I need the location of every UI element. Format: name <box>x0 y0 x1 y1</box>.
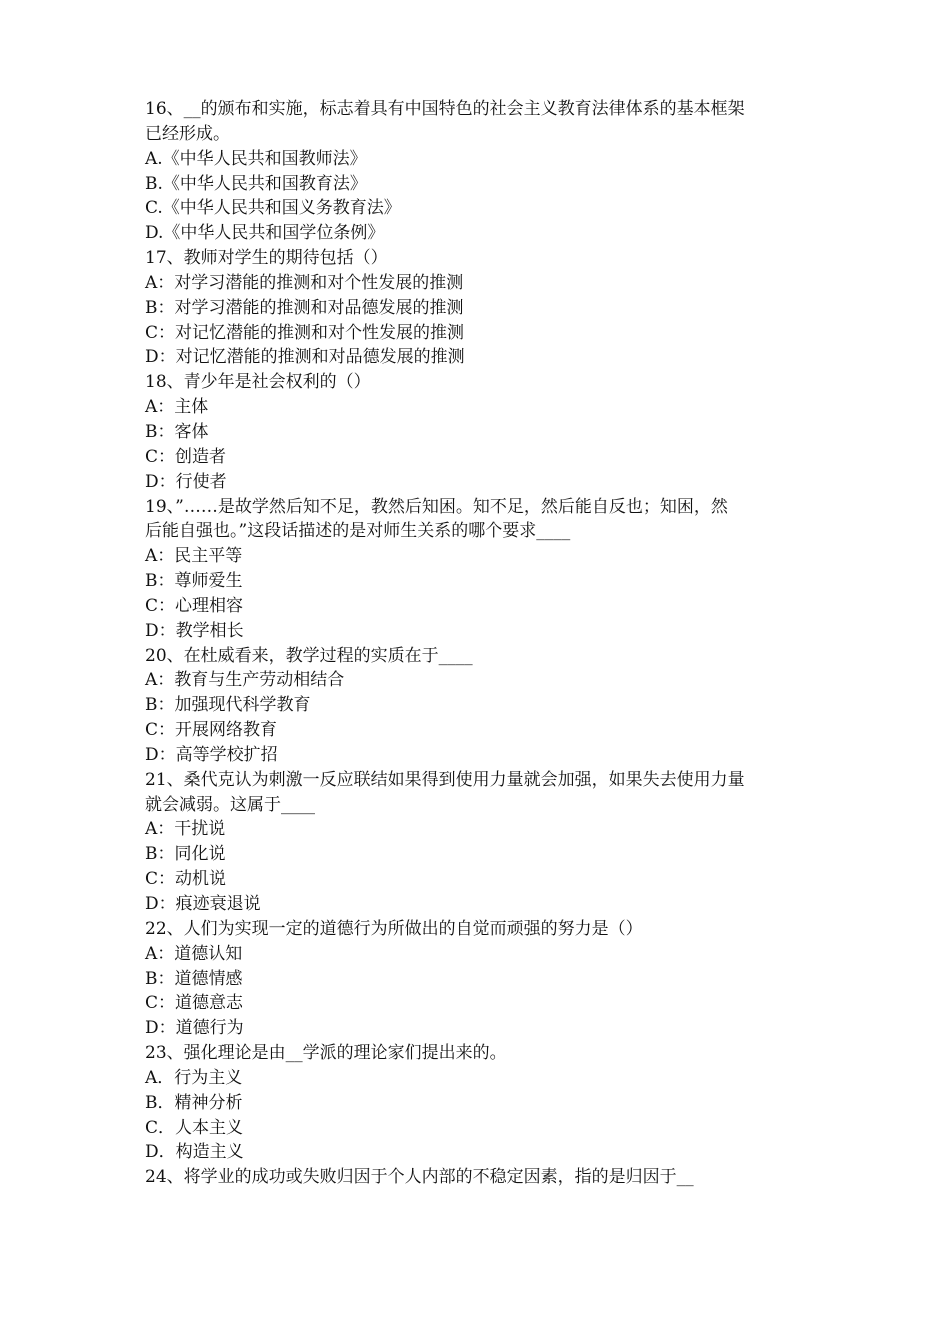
question-text <box>145 97 810 1190</box>
q16-stem-line2: 已经形成。 <box>145 123 230 144</box>
q22-stem: 22、人们为实现一定的道德行为所做出的自觉而顽强的努力是（） <box>145 918 643 939</box>
q23-option-c: C．人本主义 <box>145 1117 244 1138</box>
q21-option-a: A：干扰说 <box>145 819 226 840</box>
q18-stem: 18、青少年是社会权利的（） <box>145 372 371 393</box>
q19-option-b: B：尊师爱生 <box>145 571 243 592</box>
q21-option-c: C：动机说 <box>145 869 227 890</box>
q20-stem: 20、在杜威看来，教学过程的实质在于____ <box>145 645 473 666</box>
q22-option-d: D：道德行为 <box>145 1018 244 1039</box>
q18-option-d: D：行使者 <box>145 471 227 492</box>
q21-stem-line2: 就会减弱。这属于____ <box>145 794 315 815</box>
q20-option-a: A：教育与生产劳动相结合 <box>145 670 345 691</box>
q20-option-d: D：高等学校扩招 <box>145 744 278 765</box>
q19-stem-line2: 后能自强也。”这段话描述的是对师生关系的哪个要求____ <box>145 521 571 542</box>
q19-option-a: A：民主平等 <box>145 546 243 567</box>
q16-option-d: D.《中华人民共和国学位条例》 <box>145 223 385 244</box>
q17-option-d: D：对记忆潜能的推测和对品德发展的推测 <box>145 347 465 368</box>
q21-option-d: D：痕迹衰退说 <box>145 894 261 914</box>
q24-stem: 24、将学业的成功或失败归因于个人内部的不稳定因素，指的是归因于__ <box>145 1167 694 1188</box>
q22-option-c: C：道德意志 <box>145 993 244 1014</box>
q19-stem-line1: 19、”……是故学然后知不足，教然后知困。知不足，然后能自反也；知困，然 <box>145 496 728 517</box>
q16-option-b: B.《中华人民共和国教育法》 <box>145 173 367 194</box>
q23-option-b: B．精神分析 <box>145 1092 243 1113</box>
q20-option-b: B：加强现代科学教育 <box>145 695 311 716</box>
q23-option-a: A．行为主义 <box>145 1067 243 1088</box>
q17-option-c: C：对记忆潜能的推测和对个性发展的推测 <box>145 322 465 343</box>
q17-stem: 17、教师对学生的期待包括（） <box>145 248 388 269</box>
q23-option-d: D．构造主义 <box>145 1142 244 1163</box>
q18-option-a: A：主体 <box>145 397 209 418</box>
q22-option-b: B：道德情感 <box>145 968 243 989</box>
q17-option-b: B：对学习潜能的推测和对品德发展的推测 <box>145 297 464 318</box>
q18-option-b: B：客体 <box>145 421 209 442</box>
q21-option-b: B：同化说 <box>145 844 226 865</box>
q16-option-a: A.《中华人民共和国教师法》 <box>145 148 367 169</box>
q19-option-d: D：教学相长 <box>145 620 244 641</box>
q16-option-c: C.《中华人民共和国义务教育法》 <box>145 198 401 219</box>
q18-option-c: C：创造者 <box>145 446 227 467</box>
q23-stem: 23、强化理论是由__学派的理论家们提出来的。 <box>145 1043 507 1064</box>
q20-option-c: C：开展网络教育 <box>145 720 278 741</box>
q22-option-a: A：道德认知 <box>145 943 243 964</box>
q19-option-c: C：心理相容 <box>145 595 244 616</box>
q17-option-a: A：对学习潜能的推测和对个性发展的推测 <box>145 272 464 293</box>
q21-stem-line1: 21、桑代克认为刺激一反应联结如果得到使用力量就会加强，如果失去使用力量 <box>145 769 745 790</box>
q16-stem-line1: 16、__的颁布和实施，标志着具有中国特色的社会主义教育法律体系的基本框架 <box>145 99 745 119</box>
